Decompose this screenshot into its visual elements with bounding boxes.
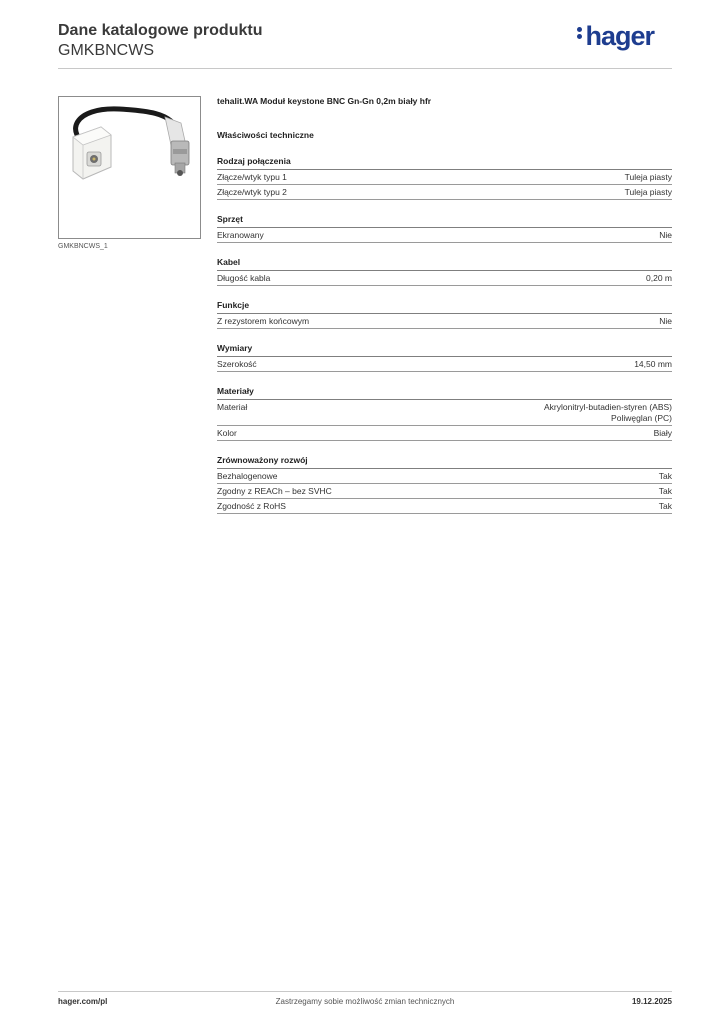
product-image: [58, 96, 201, 239]
product-name: tehalit.WA Moduł keystone BNC Gn-Gn 0,2m biały hfr: [217, 96, 432, 106]
property-label: Złącze/wtyk typu 1: [217, 172, 287, 182]
property-label: Długość kabla: [217, 273, 271, 283]
property-label: Kolor: [217, 428, 237, 438]
section-title: Wymiary: [217, 343, 672, 357]
property-row: [217, 484, 672, 499]
property-value: Tak: [658, 501, 672, 511]
property-label: Zgodność z RoHS: [217, 501, 286, 511]
property-value: Biały: [653, 428, 672, 438]
section-sustainability: [217, 455, 672, 514]
property-row: [217, 271, 672, 286]
section-title: Sprzęt: [217, 214, 672, 228]
section-cable: [217, 257, 672, 286]
property-label: Ekranowany: [217, 230, 264, 240]
property-value: Tuleja piasty: [624, 172, 672, 182]
bnc-keystone-module-illustration: [59, 97, 200, 238]
property-row: [217, 314, 672, 329]
page-header: [58, 21, 672, 61]
property-row: [217, 185, 672, 200]
property-value: 14,50 mm: [634, 359, 672, 369]
header-divider: [58, 68, 672, 69]
logo-text: hager: [585, 21, 654, 51]
property-row: [217, 499, 672, 514]
property-row: [217, 426, 672, 441]
property-label: Bezhalogenowe: [217, 471, 278, 481]
property-value-line: Akrylonitryl-butadien-styren (ABS): [543, 402, 672, 412]
property-value: Tak: [658, 486, 672, 496]
property-value: [544, 402, 672, 424]
page-title: Dane katalogowe produktu: [58, 22, 263, 39]
footer-divider: [58, 991, 672, 992]
section-title: Materiały: [217, 386, 672, 400]
technical-properties-heading: Właściwości techniczne: [217, 130, 314, 140]
section-title: Zrównoważony rozwój: [217, 455, 672, 469]
property-row: [217, 228, 672, 243]
property-row: [217, 469, 672, 484]
section-connection-type: [217, 156, 672, 200]
property-label: Zgodny z REACh – bez SVHC: [217, 486, 332, 496]
property-value: 0,20 m: [646, 273, 672, 283]
website-link[interactable]: hager.com/pl: [58, 997, 108, 1006]
logo-dots-icon: [577, 25, 582, 41]
property-label: Złącze/wtyk typu 2: [217, 187, 287, 197]
property-row: [217, 400, 672, 426]
hager-logo[interactable]: [577, 21, 654, 52]
section-title: Funkcje: [217, 300, 672, 314]
section-dimensions: [217, 343, 672, 372]
section-title: Kabel: [217, 257, 672, 271]
property-value: Tuleja piasty: [624, 187, 672, 197]
product-details: [217, 96, 672, 514]
property-value: Nie: [659, 230, 672, 240]
property-value: Nie: [659, 316, 672, 326]
product-code: GMKBNCWS: [58, 42, 154, 59]
property-label: Szerokość: [217, 359, 257, 369]
property-value: Tak: [658, 471, 672, 481]
footer-date: 19.12.2025: [631, 997, 672, 1006]
property-row: [217, 357, 672, 372]
image-caption: GMKBNCWS_1: [58, 243, 108, 250]
property-label: Materiał: [217, 402, 248, 412]
section-materials: [217, 386, 672, 441]
section-hardware: [217, 214, 672, 243]
section-title: Rodzaj połączenia: [217, 156, 672, 170]
footer-disclaimer: Zastrzegamy sobie możliwość zmian technicznych: [275, 997, 455, 1006]
property-row: [217, 170, 672, 185]
property-value-line: Poliwęglan (PC): [611, 413, 672, 423]
section-functions: [217, 300, 672, 329]
property-label: Z rezystorem końcowym: [217, 316, 310, 326]
